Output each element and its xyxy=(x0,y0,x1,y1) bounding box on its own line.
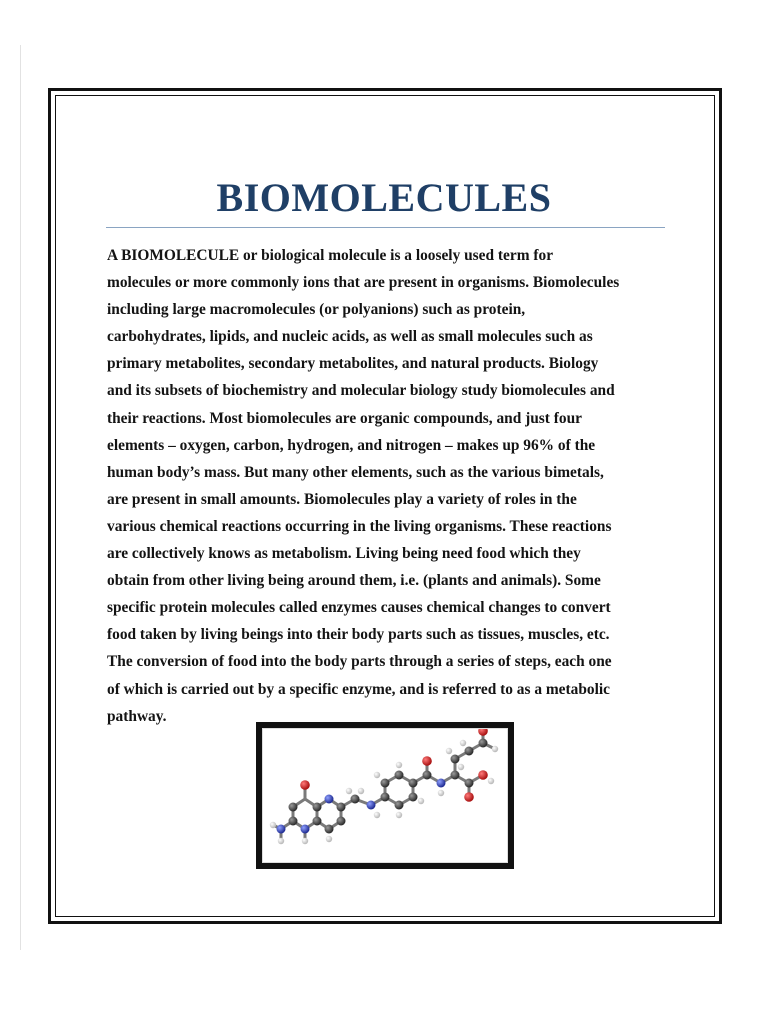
body-paragraph xyxy=(107,242,677,730)
paragraph-line: carbohydrates, lipids, and nucleic acids, as well as small molecules such as xyxy=(107,328,593,346)
paragraph-line: their reactions. Most biomolecules are organic compounds, and just four xyxy=(107,409,582,427)
molecule-figure-frame xyxy=(256,722,514,869)
molecule-icon xyxy=(263,729,507,862)
paragraph-line: elements – oxygen, carbon, hydrogen, and nitrogen – makes up 96% of the xyxy=(107,436,596,454)
paragraph-line: human body’s mass. But many other elements, such as the various bimetals, xyxy=(107,463,604,481)
paragraph-line: molecules or more commonly ions that are present in organisms. Biomolecules xyxy=(107,274,620,292)
title-underline-rule xyxy=(106,227,665,228)
paragraph-line: primary metabolites, secondary metabolites, and natural products. Biology xyxy=(107,355,599,373)
molecule-figure xyxy=(262,728,508,863)
paragraph-line: various chemical reactions occurring in the living organisms. These reactions xyxy=(107,517,612,535)
paragraph-line: of which is carried out by a specific enzyme, and is referred to as a metabolic xyxy=(107,680,610,698)
paragraph-line: obtain from other living being around them, i.e. (plants and animals). Some xyxy=(107,572,601,590)
paragraph-line: specific protein molecules called enzymes causes chemical changes to convert xyxy=(107,599,611,617)
paragraph-line: food taken by living beings into their body parts such as tissues, muscles, etc. xyxy=(107,626,610,644)
paragraph-line: pathway. xyxy=(107,707,167,725)
paragraph-line: A BIOMOLECULE or biological molecule is a loosely used term for xyxy=(107,247,554,264)
paragraph-line: and its subsets of biochemistry and molecular biology study biomolecules and xyxy=(107,382,615,400)
paragraph-line: are present in small amounts. Biomolecules play a variety of roles in the xyxy=(107,490,577,508)
paragraph-line: including large macromolecules (or polyanions) such as protein, xyxy=(107,301,526,319)
paragraph-line: are collectively knows as metabolism. Living being need food which they xyxy=(107,545,581,563)
paragraph-line: The conversion of food into the body parts through a series of steps, each one xyxy=(107,653,612,671)
page-title: BIOMOLECULES xyxy=(216,175,552,220)
